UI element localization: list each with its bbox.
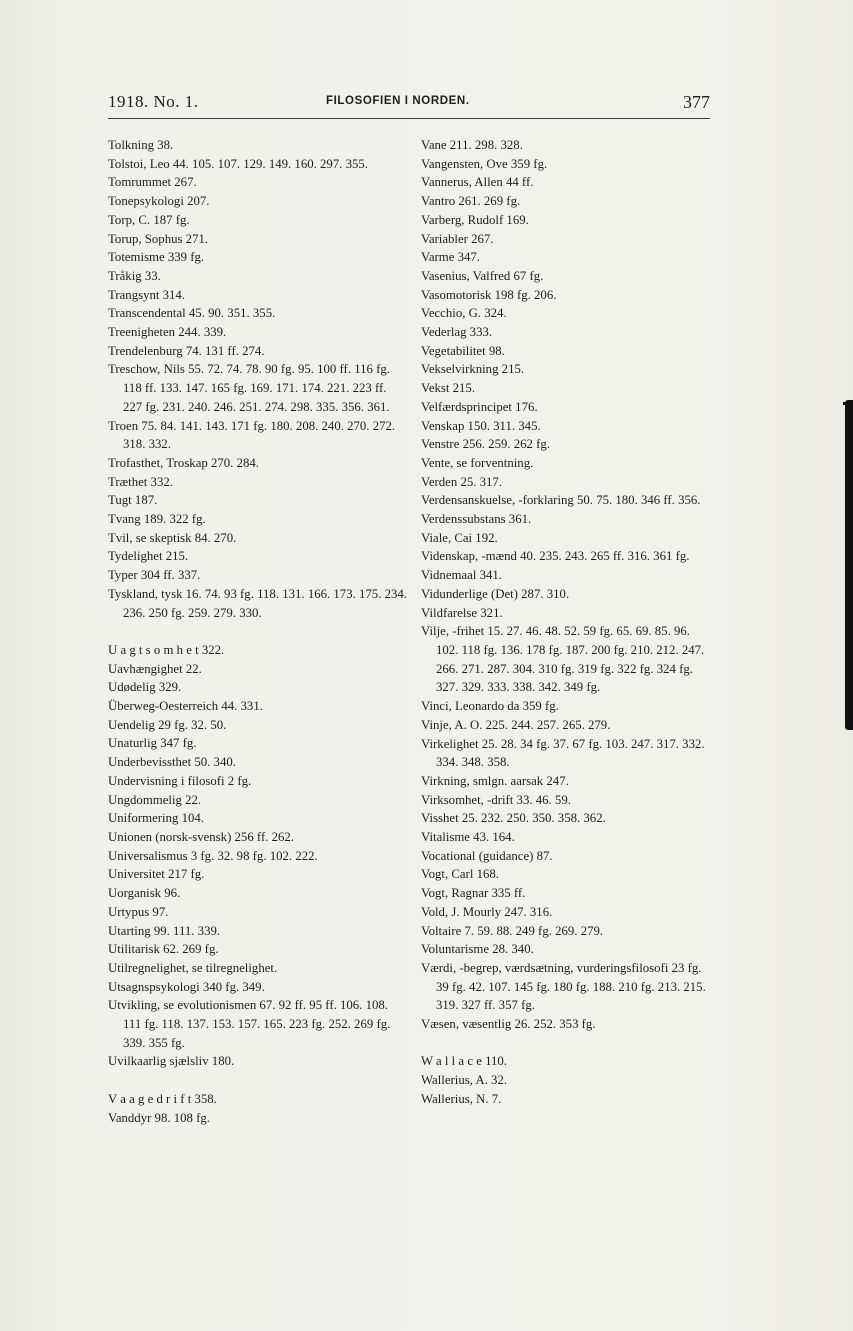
index-entry: Vildfarelse 321.	[421, 605, 503, 620]
index-column-right	[421, 136, 713, 1109]
index-entry: Videnskap, -mænd 40. 235. 243. 265 ff. 316. 361 fg.	[421, 549, 690, 564]
index-entry: Voluntarisme 28. 340.	[421, 942, 534, 957]
index-entry: Vane 211. 298. 328.	[421, 138, 523, 152]
index-entry: W a l l a c e 110.	[421, 1054, 507, 1069]
index-entry: Totemisme 339 fg.	[108, 250, 205, 265]
index-entry: Vantro 261. 269 fg.	[421, 194, 521, 209]
index-entry: Tolstoi, Leo 44. 105. 107. 129. 149. 160. 297. 355.	[108, 156, 369, 171]
journal-title: FILOSOFIEN I NORDEN.	[326, 95, 470, 107]
index-entry: Vinci, Leonardo da 359 fg.	[421, 699, 559, 714]
index-entry: Tvil, se skeptisk 84. 270.	[108, 530, 237, 545]
index-entry: Unionen (norsk-svensk) 256 ff. 262.	[108, 830, 295, 844]
issue-label: 1918. No. 1.	[108, 92, 199, 111]
index-entry: U a g t s o m h e t 322.	[108, 642, 225, 657]
index-entry: Underbevissthet 50. 340.	[108, 755, 236, 770]
index-entry: Velfærdsprincipet 176.	[421, 399, 538, 414]
page-edge-mark	[843, 402, 853, 405]
index-entry: Vocational (guidance) 87.	[421, 848, 553, 863]
page-number: 377	[683, 92, 710, 112]
index-entry: Utilitarisk 62. 269 fg.	[108, 942, 219, 957]
index-entry: Udødelig 329.	[108, 680, 182, 695]
index-entry: Überweg-Oesterreich 44. 331.	[108, 699, 263, 714]
index-entry: Væsen, væsentlig 26. 252. 353 fg.	[421, 1017, 596, 1032]
index-entry: Verdensanskuelse, -forklaring 50. 75. 180. 346 ff. 356.	[421, 493, 701, 508]
index-entry: V a a g e d r i f t 358.	[108, 1091, 217, 1106]
index-entry: Vogt, Ragnar 335 ff.	[421, 886, 526, 901]
index-entry: Varberg, Rudolf 169.	[421, 212, 529, 227]
index-entry: Visshet 25. 232. 250. 350. 358. 362.	[421, 811, 606, 826]
index-entry: Træthet 332.	[108, 474, 173, 489]
index-entry: Venskap 150. 311. 345.	[421, 418, 541, 433]
index-entry: Varme 347.	[421, 250, 480, 265]
header-rule	[108, 118, 710, 119]
index-entry: Vecchio, G. 324.	[421, 306, 507, 321]
index-entry: Vangensten, Ove 359 fg.	[421, 156, 548, 171]
index-entry: Tolkning 38.	[108, 138, 174, 152]
index-entry: Vidunderlige (Det) 287. 310.	[421, 586, 570, 601]
index-entry: Tonepsykologi 207.	[108, 194, 210, 209]
index-group-w	[421, 1052, 713, 1108]
index-entry: Treschow, Nils 55. 72. 74. 78. 90 fg. 95. 100 ff. 116 fg. 118 ff. 133. 147. 165 fg. 169. 171. 174. 221. 223 ff. 227 fg. 231. 240. 246. 251. 274. 298. 335. 356. 361.	[108, 362, 390, 414]
index-entry: Tydelighet 215.	[108, 549, 189, 564]
index-entry: Utvikling, se evolutionismen 67. 92 ff. 95 ff. 106. 108. 111 fg. 118. 137. 153. 157. 165. 223 fg. 252. 269 fg. 339. 355 fg.	[108, 998, 391, 1050]
index-entry: Værdi, -begrep, værdsætning, vurderingsfilosofi 23 fg. 39 fg. 42. 107. 145 fg. 180 fg. 188. 210 fg. 213. 215. 319. 327 ff. 357 fg.	[421, 960, 706, 1013]
index-entry: Virksomhet, -drift 33. 46. 59.	[421, 792, 571, 807]
group-spacer	[108, 1071, 408, 1090]
index-group-u	[108, 641, 408, 1071]
index-entry: Universalismus 3 fg. 32. 98 fg. 102. 222.	[108, 848, 318, 863]
group-spacer	[421, 1034, 713, 1053]
index-entry: Vold, J. Mourly 247. 316.	[421, 904, 553, 919]
index-entry: Verdenssubstans 361.	[421, 512, 532, 527]
index-entry: Unaturlig 347 fg.	[108, 736, 197, 751]
running-header	[108, 92, 710, 116]
index-entry: Voltaire 7. 59. 88. 249 fg. 269. 279.	[421, 923, 604, 938]
index-entry: Ungdommelig 22.	[108, 792, 202, 807]
index-entry: Uvilkaarlig sjælsliv 180.	[108, 1054, 235, 1069]
index-entry: Vekselvirkning 215.	[421, 362, 525, 377]
index-entry: Vasenius, Valfred 67 fg.	[421, 268, 544, 283]
index-entry: Vanddyr 98. 108 fg.	[108, 1110, 211, 1125]
index-entry: Vederlag 333.	[421, 325, 493, 340]
index-entry: Viale, Cai 192.	[421, 530, 498, 545]
index-entry: Vogt, Carl 168.	[421, 867, 499, 882]
index-entry: Trendelenburg 74. 131 ff. 274.	[108, 343, 265, 358]
index-entry: Virkelighet 25. 28. 34 fg. 37. 67 fg. 103. 247. 317. 332. 334. 348. 358.	[421, 736, 705, 770]
index-entry: Verden 25. 317.	[421, 474, 503, 489]
index-entry: Utilregnelighet, se tilregnelighet.	[108, 960, 278, 975]
index-entry: Vannerus, Allen 44 ff.	[421, 175, 534, 190]
group-spacer	[108, 622, 408, 641]
index-entry: Torp, C. 187 fg.	[108, 212, 190, 227]
index-entry: Vegetabilitet 98.	[421, 343, 505, 358]
index-entry: Universitet 217 fg.	[108, 867, 205, 882]
index-entry: Trofasthet, Troskap 270. 284.	[108, 455, 259, 470]
index-entry: Torup, Sophus 271.	[108, 231, 209, 246]
index-entry: Tyskland, tysk 16. 74. 93 fg. 118. 131. 166. 173. 175. 234. 236. 250 fg. 259. 279. 330.	[108, 586, 407, 620]
index-entry: Wallerius, A. 32.	[421, 1073, 508, 1088]
index-entry: Vinje, A. O. 225. 244. 257. 265. 279.	[421, 717, 611, 732]
index-entry: Uniformering 104.	[108, 811, 204, 826]
index-entry: Variabler 267.	[421, 231, 494, 246]
index-group-v	[108, 1090, 408, 1127]
index-entry: Wallerius, N. 7.	[421, 1091, 502, 1106]
index-entry: Trangsynt 314.	[108, 287, 186, 302]
index-entry: Vilje, -frihet 15. 27. 46. 48. 52. 59 fg. 65. 69. 85. 96. 102. 118 fg. 136. 178 fg. 187. 200 fg. 210. 212. 247. 266. 271. 287. 304. 310 fg. 319 fg. 322 fg. 324 fg. 327. 329. 333. 338. 342. 349 fg.	[421, 624, 705, 695]
index-entry: Uavhængighet 22.	[108, 661, 202, 676]
page-edge-shadow	[845, 400, 853, 730]
index-entry: Vitalisme 43. 164.	[421, 830, 515, 845]
index-entry: Utsagnspsykologi 340 fg. 349.	[108, 979, 265, 994]
index-entry: Typer 304 ff. 337.	[108, 568, 201, 583]
index-entry: Vasomotorisk 198 fg. 206.	[421, 287, 557, 302]
index-entry: Vente, se forventning.	[421, 455, 534, 470]
index-entry: Vekst 215.	[421, 381, 476, 396]
index-entry: Utarting 99. 111. 339.	[108, 923, 221, 938]
index-entry: Venstre 256. 259. 262 fg.	[421, 437, 551, 452]
index-entry: Undervisning i filosofi 2 fg.	[108, 773, 252, 788]
index-entry: Troen 75. 84. 141. 143. 171 fg. 180. 208. 240. 270. 272. 318. 332.	[108, 418, 396, 452]
index-entry: Tugt 187.	[108, 493, 158, 508]
index-entry: Tvang 189. 322 fg.	[108, 512, 206, 527]
index-entry: Tomrummet 267.	[108, 175, 197, 190]
index-entry: Uorganisk 96.	[108, 886, 181, 901]
index-entry: Transcendental 45. 90. 351. 355.	[108, 306, 276, 321]
index-entry: Virkning, smlgn. aarsak 247.	[421, 773, 569, 788]
index-group-t	[108, 136, 408, 622]
index-group-v-right	[421, 136, 713, 1034]
index-entry: Vidnemaal 341.	[421, 568, 502, 583]
index-entry: Uendelig 29 fg. 32. 50.	[108, 717, 227, 732]
index-entry: Urtypus 97.	[108, 904, 169, 919]
index-entry: Tråkig 33.	[108, 268, 161, 283]
index-entry: Treenigheten 244. 339.	[108, 325, 227, 340]
index-column-left	[108, 136, 408, 1127]
